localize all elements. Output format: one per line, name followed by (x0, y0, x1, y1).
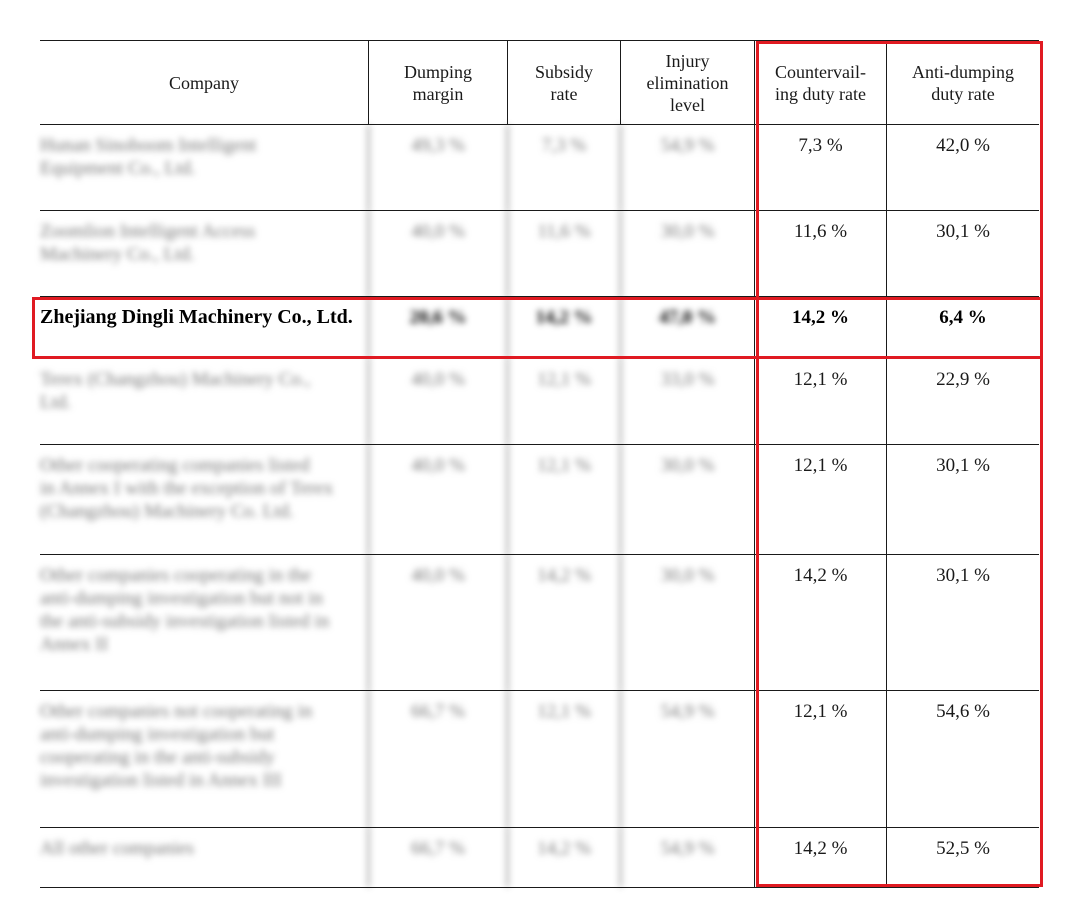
subsidy-rate-value: 14,2 % (507, 828, 620, 887)
injury-elimination-value: 30,0 % (620, 211, 754, 296)
header-injury-elimination-level: Injury elimination level (620, 41, 754, 124)
countervailing-duty-value: 11,6 % (754, 211, 886, 296)
anti-dumping-duty-value: 30,1 % (886, 445, 1039, 554)
company-name: Zhejiang Dingli Machinery Co., Ltd. (40, 306, 353, 328)
anti-dumping-duty-value: 22,9 % (886, 359, 1039, 444)
countervailing-duty-value: 12,1 % (754, 691, 886, 827)
injury-elimination-value: 47,0 % (620, 297, 754, 358)
table-row (40, 691, 1039, 828)
countervailing-duty-value: 14,2 % (754, 297, 886, 358)
anti-dumping-duty-value: 30,1 % (886, 211, 1039, 296)
duty-rates-table (40, 40, 1039, 888)
dumping-margin-value: 40,0 % (368, 555, 507, 690)
injury-elimination-value: 54,9 % (620, 828, 754, 887)
table-row (40, 359, 1039, 445)
company-name: Hunan Sinoboom Intelligent Equipment Co., Ltd. (40, 135, 257, 179)
injury-elimination-value: 30,0 % (620, 555, 754, 690)
dumping-margin-value: 49,3 % (368, 125, 507, 210)
injury-elimination-value: 54,9 % (620, 691, 754, 827)
countervailing-duty-value: 12,1 % (754, 359, 886, 444)
anti-dumping-duty-value: 6,4 % (886, 297, 1039, 358)
table-row (40, 828, 1039, 888)
company-name: Other cooperating companies listed in Annex I with the exception of Terex (Changzhou) Machinery Co. Ltd. (40, 455, 334, 522)
table-row (40, 211, 1039, 297)
header-company: Company (169, 72, 239, 93)
subsidy-rate-value: 14,2 % (507, 555, 620, 690)
header-dumping-margin: Dumping margin (368, 41, 507, 124)
company-name: Other companies cooperating in the anti-dumping investigation but not in the anti-subsidy investigation listed in Annex II (40, 565, 330, 655)
table-header-row (40, 40, 1039, 125)
company-name: Other companies not cooperating in anti-dumping investigation but cooperating in the anti-subsidy investigation listed in Annex III (40, 701, 313, 791)
subsidy-rate-value: 12,1 % (507, 691, 620, 827)
header-subsidy-rate: Subsidy rate (507, 41, 620, 124)
dumping-margin-value: 66,7 % (368, 828, 507, 887)
anti-dumping-duty-value: 52,5 % (886, 828, 1039, 887)
dumping-margin-value: 40,0 % (368, 211, 507, 296)
countervailing-duty-value: 14,2 % (754, 555, 886, 690)
dumping-margin-value: 20,6 % (368, 297, 507, 358)
table-row (40, 125, 1039, 211)
subsidy-rate-value: 14,2 % (507, 297, 620, 358)
injury-elimination-value: 30,0 % (620, 445, 754, 554)
header-anti-dumping-duty-rate: Anti-dumping duty rate (886, 41, 1039, 124)
subsidy-rate-value: 12,1 % (507, 445, 620, 554)
injury-elimination-value: 54,9 % (620, 125, 754, 210)
injury-elimination-value: 33,0 % (620, 359, 754, 444)
dumping-margin-value: 40,0 % (368, 359, 507, 444)
table-row-highlighted (40, 297, 1039, 359)
subsidy-rate-value: 11,6 % (507, 211, 620, 296)
anti-dumping-duty-value: 42,0 % (886, 125, 1039, 210)
dumping-margin-value: 66,7 % (368, 691, 507, 827)
table-row (40, 445, 1039, 555)
subsidy-rate-value: 12,1 % (507, 359, 620, 444)
dumping-margin-value: 40,0 % (368, 445, 507, 554)
countervailing-duty-value: 12,1 % (754, 445, 886, 554)
header-countervailing-duty-rate: Countervail- ing duty rate (754, 41, 886, 124)
company-name: Zoomlion Intelligent Access Machinery Co., Ltd. (40, 221, 256, 265)
countervailing-duty-value: 14,2 % (754, 828, 886, 887)
anti-dumping-duty-value: 54,6 % (886, 691, 1039, 827)
subsidy-rate-value: 7,3 % (507, 125, 620, 210)
anti-dumping-duty-value: 30,1 % (886, 555, 1039, 690)
countervailing-duty-value: 7,3 % (754, 125, 886, 210)
table-row (40, 555, 1039, 691)
company-name: Terex (Changzhou) Machinery Co., Ltd. (40, 369, 311, 413)
company-name: All other companies (40, 838, 195, 859)
